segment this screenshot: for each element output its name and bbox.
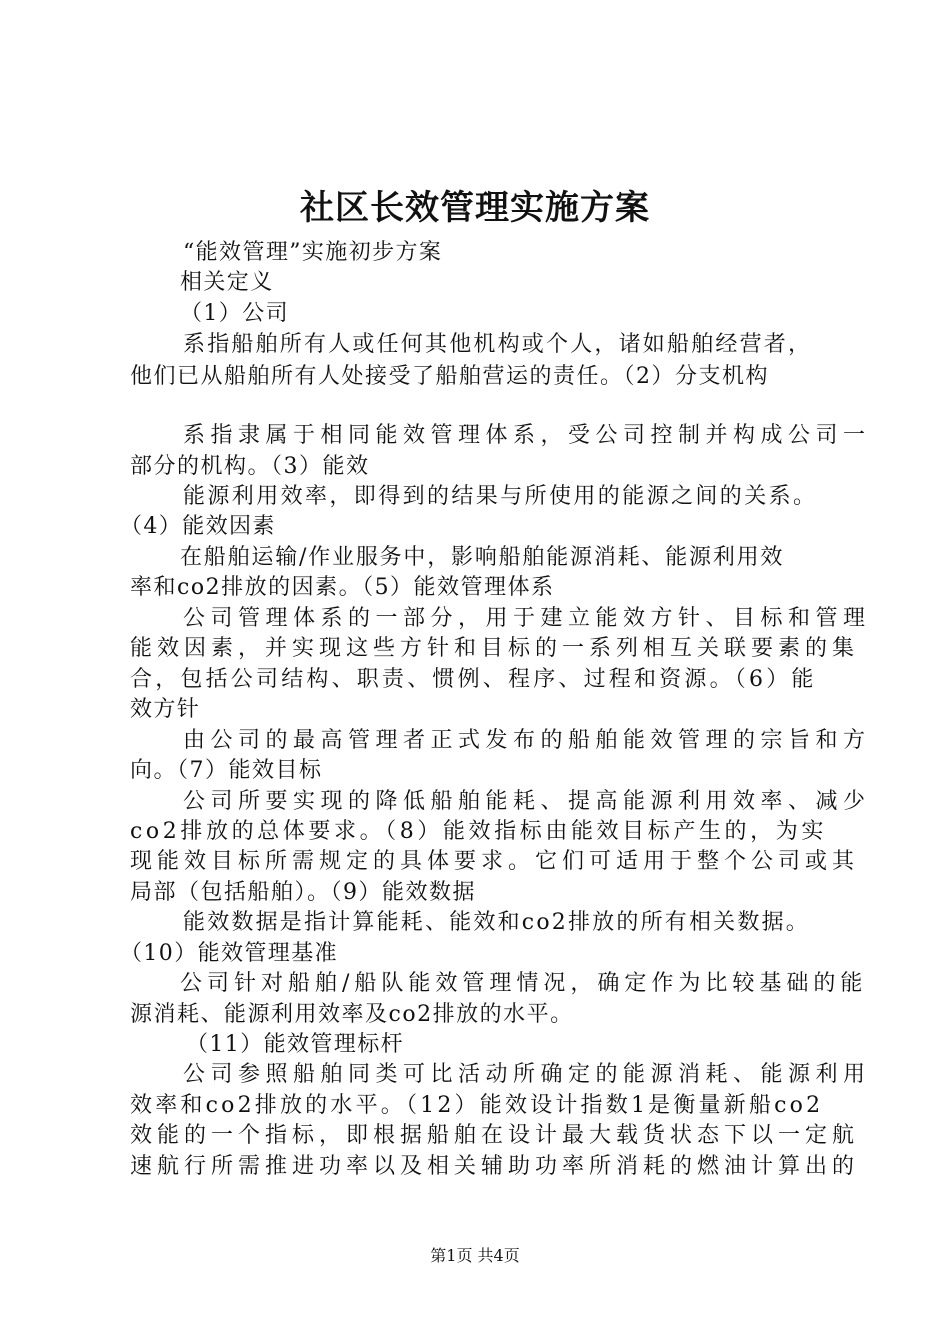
text-line: 公司参照船舶同类可比活动所确定的能源消耗、能源利用 — [183, 1062, 871, 1087]
text-line: 能源利用效率，即得到的结果与所使用的能源之间的关系。 — [183, 484, 818, 509]
text-line: 效方针 — [130, 697, 201, 722]
text-line: 公司管理体系的一部分，用于建立能效方针、目标和管理 — [183, 606, 871, 631]
text-line: （1）公司 — [180, 301, 289, 326]
document-title: 社区长效管理实施方案 — [300, 188, 650, 228]
text-line: 公司针对船舶/船队能效管理情况，确定作为比较基础的能 — [180, 971, 868, 996]
text-line: 系指隶属于相同能效管理体系，受公司控制并构成公司一 — [183, 423, 871, 448]
text-line: 合，包括公司结构、职责、惯例、程序、过程和资源。（6）能 — [130, 667, 817, 692]
text-line: 向。（7）能效目标 — [130, 758, 323, 783]
text-line: （4）能效因素 — [120, 514, 276, 539]
page-number: 第1页 共4页 — [430, 1246, 520, 1265]
text-line: 速航行所需推进功率以及相关辅助功率所消耗的燃油计算出的 — [130, 1154, 860, 1179]
text-line: （11）能效管理标杆 — [186, 1032, 404, 1057]
text-line: 部分的机构。（3）能效 — [130, 454, 370, 479]
text-line: 公司所要实现的降低船舶能耗、提高能源利用效率、减少 — [183, 789, 871, 814]
text-line: 在船舶运输/作业服务中，影响船舶能源消耗、能源利用效 — [180, 545, 785, 570]
text-line: 效能的一个指标，即根据船舶在设计最大载货状态下以一定航 — [130, 1123, 860, 1148]
text-line: co2排放的总体要求。（8）能效指标由能效目标产生的，为实 — [130, 819, 827, 844]
text-line: “能效管理”实施初步方案 — [183, 240, 443, 265]
text-line: 相关定义 — [180, 270, 274, 295]
text-line: 现能效目标所需规定的具体要求。它们可适用于整个公司或其 — [130, 849, 860, 874]
text-line: 系指船舶所有人或任何其他机构或个人，诸如船舶经营者， — [183, 332, 813, 357]
text-line: 效率和co2排放的水平。（12）能效设计指数1是衡量新船co2 — [130, 1093, 824, 1118]
text-line: 由公司的最高管理者正式发布的船舶能效管理的宗旨和方 — [183, 728, 871, 753]
text-line: （10）能效管理基准 — [120, 941, 338, 966]
text-line: 能效因素，并实现这些方针和目标的一系列相互关联要素的集 — [130, 636, 860, 661]
text-line: 源消耗、能源利用效率及co2排放的水平。 — [130, 1002, 574, 1027]
text-line: 局部（包括船舶）。（9）能效数据 — [130, 880, 476, 905]
text-line: 率和co2排放的因素。（5）能效管理体系 — [130, 575, 555, 600]
text-line: 能效数据是指计算能耗、能效和co2排放的所有相关数据。 — [183, 910, 810, 935]
text-line: 他们已从船舶所有人处接受了船舶营运的责任。（2）分支机构 — [130, 364, 769, 389]
